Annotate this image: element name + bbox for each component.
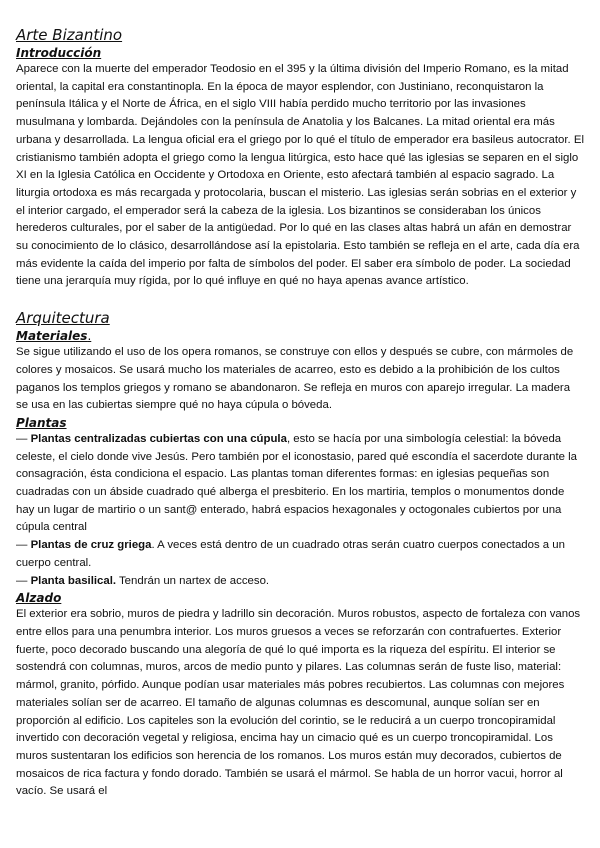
section-title-arte-bizantino: Arte Bizantino xyxy=(16,26,123,44)
paragraph-materiales: Se sigue utilizando el uso de los opera romanos, se construye con ellos y después se cubre, con mármoles de colores y mosaicos. Se usará mucho los materiales de acarreo, esto es debido a la prohibición de los cultos paganos los templos griegos y romano se abandonaron. Se refleja en muros con aparejo irregular. La madera se usa en las cubiertas siempre qué no haya cúpula o bóveda. xyxy=(16,346,574,412)
subheading-materiales xyxy=(16,328,584,344)
bullet-text: , esto se hacía por una simbología celestial: la bóveda celeste, el cielo donde vive Jesús. Pero también por el iconostasio, pared qué escondía el sacerdote durante la consagración, ésta condiciona el espacio. Las plantas toman diferentes formas: en iglesias pequeñas son cuadradas con un ábside cuadrado qué alberga el presbiterio. En los martiria, templos o monumentos donde hay un lugar de martirio o un sant@ enterado, habrá espacios hexagonales y octogonales cubiertos por una cúpula central xyxy=(16,432,578,534)
bullet-bold-term: Plantas centralizadas cubiertas con una cúpula xyxy=(30,432,287,445)
bullet-dash: — xyxy=(16,539,31,552)
subheading-introduccion: Introducción xyxy=(16,46,102,60)
subheading-alzado: Alzado xyxy=(16,591,62,606)
bullet-bold-term: Plantas de cruz griega xyxy=(30,539,152,552)
bullet-text: Tendrán un nartex de acceso. xyxy=(116,574,270,587)
paragraph-alzado: El exterior era sobrio, muros de piedra y ladrillo sin decoración. Muros robustos, aspecto de fortaleza con vanos entre ellos para una penumbra interior. Los muros gruesos a veces se reforzarán con contrafuertes. Exterior fuerte, poco decorado buscando una alegoría de qué lo qué importa es la riqueza del espíritu. El interior se sostendrá con columnas, muros, arcos de medio punto y pilares. Las columnas serán de fuste liso, material: mármol, granito, pórfido. Aunque podían usar materiales más pobres recubiertos. Las columnas con mejores materiales solían ser de acarreo. El tamaño de algunas columnas es descomunal, aunque solían ser en proporción al edificio. Los capiteles son la evolución del corintio, se le reducirá a un cuerpo troncopiramidal invertido con decoración vegetal y religiosa, encima hay un cimacio qué es un cuerpo troncopiramidal. Los muros sustentaran los edificios son herencia de los romanos. Los muros están muy decorados, cubiertos de mosaicos de rica factura y fondo dorado. También se usará el mármol. Se habla de un horror vacui, horror al vacío. Se usará el xyxy=(16,608,581,798)
bullet-plantas-cruz-griega xyxy=(16,537,584,572)
subheading-plantas: Plantas xyxy=(16,415,67,430)
bullet-planta-basilical xyxy=(16,573,584,591)
section-title-arquitectura: Arquitectura xyxy=(16,309,110,328)
paragraph-introduccion: Aparece con la muerte del emperador Teodosio en el 395 y la última división del Imperio Romano, es la mitad oriental, la capital era constantinopla. En la época de mayor esplendor, con Justiniano, reconquistaron la península Itálica y el Norte de África, en el siglo VIII había perdido mucho territorio por las invasiones musulmana y lombarda. Dejándoles con la península de Anatolia y los Balcanes. La mitad oriental era más urbana y desarrollada. La lengua oficial era el griego por lo qué el título de emperador era basileus autocrator. El cristianismo también adopta el griego como la lengua litúrgica, esto hace qué las iglesias se separen en el siglo XI en la Iglesia Católica en Occidente y Ortodoxa en Oriente, esto afectará también al espacio sagrado. La liturgia ortodoxa es más recargada y protocolaria, buscan el misterio. Las iglesias serán sobrias en el exterior y el interior cargado, el emperador será la cabeza de la iglesia. Los bizantinos se consideraban los únicos herederos culturales, por el saber de la antigüedad. Por lo qué en las clases altas habrá un afán en demostrar su conocimiento de lo clásico, desarrollándose así la epistolaria. Esto también se refleja en el arte, cada día era más evidente la caída del imperio por falta de símbolos del poder. El saber era símbolo de poder. La sociedad tiene una jerarquía muy rígida, por lo qué influye en qué no haya apenas avance artístico. xyxy=(16,63,584,288)
subheading-materiales-text: Materiales xyxy=(16,329,88,344)
subheading-materiales-suffix: . xyxy=(87,329,92,344)
bullet-plantas-centralizadas xyxy=(16,431,584,537)
bullet-dash: — xyxy=(16,574,31,587)
bullet-dash: — xyxy=(16,432,31,445)
bullet-text: . A veces está dentro de un cuadrado otras serán cuatro cuerpos conectados a un cuerpo central. xyxy=(16,539,565,569)
bullet-bold-term: Planta basilical. xyxy=(30,574,117,587)
